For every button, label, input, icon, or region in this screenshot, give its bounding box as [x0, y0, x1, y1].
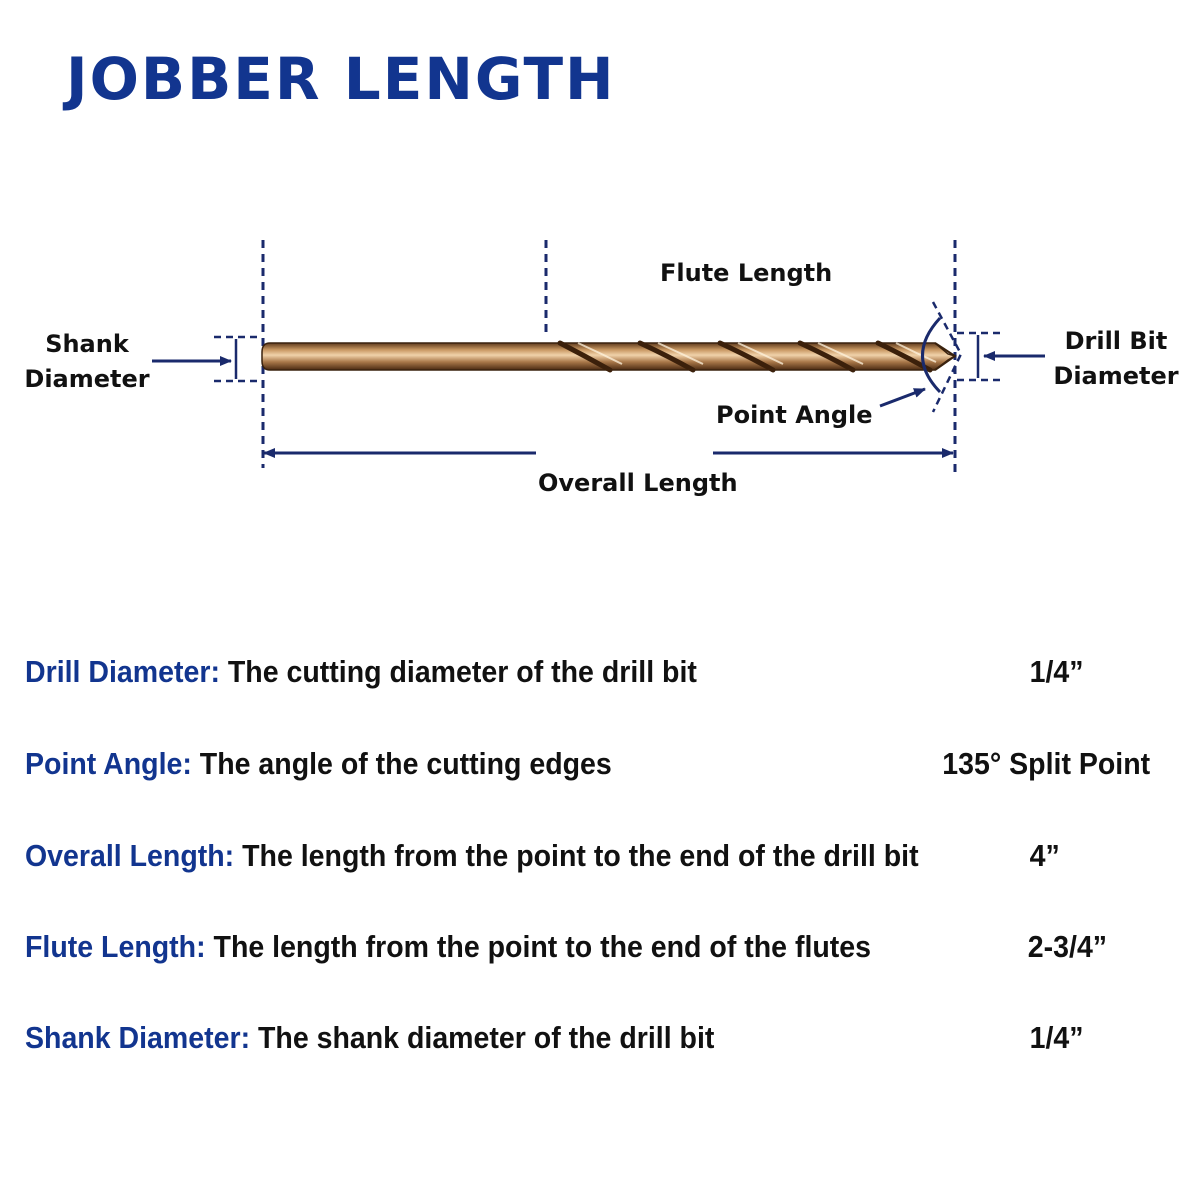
- spec-term: Flute Length:: [25, 929, 206, 964]
- spec-row-shank-diameter: [25, 1016, 1101, 1060]
- point-angle-arrow: [880, 389, 925, 406]
- spec-value: 135° Split Point: [942, 746, 1151, 781]
- overall-length-label: Overall Length: [538, 469, 738, 497]
- shank-diameter-label: Shank Diameter: [24, 330, 150, 393]
- flute-length-label: Flute Length: [660, 259, 833, 287]
- spec-description: The length from the point to the end of the flutes: [205, 929, 872, 964]
- spec-term: Point Angle:: [25, 746, 192, 781]
- spec-row-drill-diameter: [25, 650, 1101, 694]
- spec-row-flute-length: [25, 925, 1108, 969]
- spec-row-overall-length: [25, 834, 1101, 878]
- spec-term: Shank Diameter:: [25, 1020, 251, 1055]
- drill-bit-diameter-label: Drill Bit Diameter: [1053, 327, 1179, 390]
- spec-value: 2-3/4”: [1027, 929, 1108, 964]
- drill-bit: [262, 343, 955, 370]
- point-angle-label: Point Angle: [716, 401, 873, 429]
- spec-term: Drill Diameter:: [25, 654, 220, 689]
- spec-description: The angle of the cutting edges: [191, 746, 612, 781]
- spec-description: The cutting diameter of the drill bit: [219, 654, 697, 689]
- spec-description: The shank diameter of the drill bit: [250, 1020, 715, 1055]
- spec-value: 1/4”: [1029, 1020, 1084, 1055]
- shank-diameter-bracket: [214, 337, 262, 381]
- spec-row-point-angle: [25, 742, 1151, 786]
- spec-value: 4”: [1029, 838, 1060, 873]
- page-title: JOBBER LENGTH: [66, 45, 616, 113]
- spec-term: Overall Length:: [25, 838, 235, 873]
- spec-description: The length from the point to the end of the drill bit: [234, 838, 919, 873]
- spec-value: 1/4”: [1029, 654, 1084, 689]
